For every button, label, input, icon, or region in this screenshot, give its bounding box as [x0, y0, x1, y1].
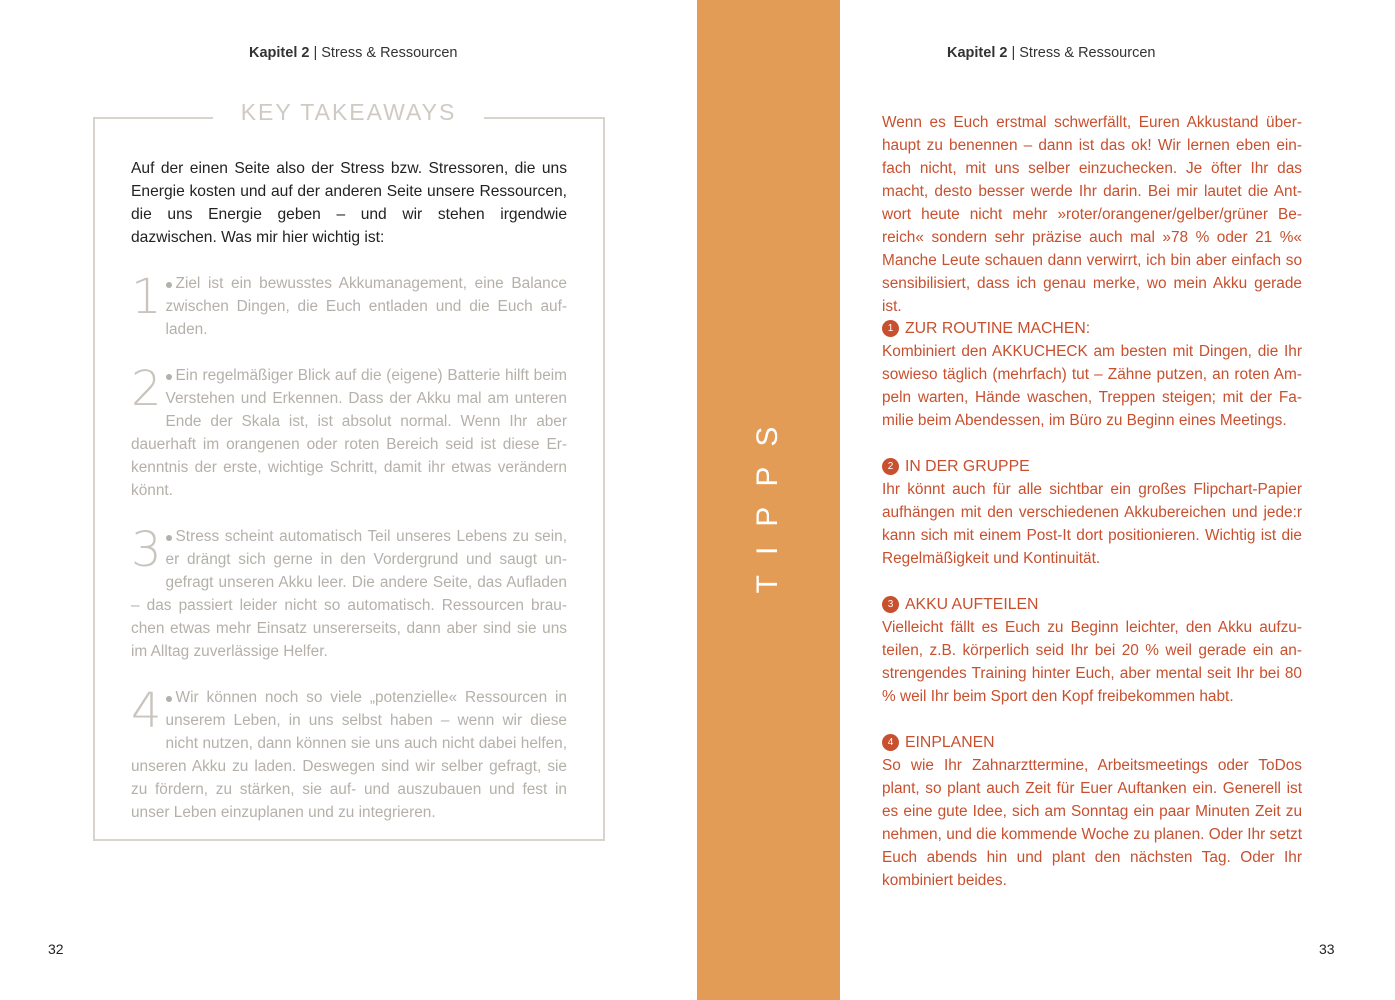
- chapter-label: Kapitel 2: [947, 45, 1008, 61]
- tip-text: Kombiniert den AKKUCHECK am besten mit Dingen, die Ihr sowieso täglich (mehrfach) tut – Zähne putzen, an roten Ampeln warten, Hände waschen, Treppen steigen; mit der Familie beim Abendessen, im Büro zu Beginn eines Meetings.: [882, 343, 1302, 429]
- running-head-left: [249, 45, 457, 61]
- point-dot: [166, 282, 172, 288]
- tip-heading: [882, 731, 1302, 754]
- tip-number-badge: 4: [882, 734, 899, 751]
- tip-text: Vielleicht fällt es Euch zu Beginn leichter, den Akku aufzuteilen, z.B. körperlich seid Ihr bei 20 % weil gerade ein anstrengendes Training hinter Euch, aber mental seit Ihr bei 80 % weil Ihr beim Sport den Kopf freibekommen habt.: [882, 619, 1302, 705]
- point-text: Ein regelmäßiger Blick auf die (eigene) Batterie hilft beim Verstehen und Erkennen. Dass der Akku mal am unteren Ende der Skala ist, ist absolut normal. Wenn Ihr aber dauerhaft im orangenen oder roten Bereich seid ist diese Erkenntnis der erste, wichtige Schritt, damit ihr etwas verändern könnt.: [131, 367, 567, 499]
- separator: |: [309, 45, 322, 61]
- tip-heading-text: ZUR ROUTINE MACHEN:: [905, 320, 1091, 337]
- tipps-label: TIPPS: [751, 406, 784, 594]
- page-number-left: 32: [48, 941, 64, 957]
- tip-heading: [882, 455, 1302, 478]
- tip-heading: [882, 593, 1302, 616]
- point-text: Stress scheint automatisch Teil unseres Lebens zu sein, er drängt sich gerne in den Vordergrund und saugt ungefragt unseren Akku leer. Die andere Seite, das Aufladen – das passiert leider nicht so automatisch. Ressourcen brauchen etwas mehr Einsatz unsererseits, dann aber sind sie uns im Alltag zuverlässige Helfer.: [131, 528, 567, 660]
- point-text: Wir können noch so viele „potenzielle« Ressourcen in unserem Leben, in uns selbst haben – wenn wir diese nicht nutzen, dann können sie uns auch nicht dabei helfen, unseren Akku zu laden. Deswegen sind wir selber gefragt, sie zu fördern, zu stärken, sie auf- und auszubauen und fest in unser Leben einzuplanen und zu integrieren.: [131, 689, 567, 821]
- tip-heading-text: EINPLANEN: [905, 734, 995, 751]
- section-label: Stress & Ressourcen: [1019, 45, 1156, 61]
- takeaway-point: [131, 522, 567, 663]
- chapter-label: Kapitel 2: [249, 45, 310, 61]
- point-number: 1: [131, 269, 162, 325]
- key-takeaways-title: KEY TAKEAWAYS: [213, 99, 484, 126]
- point-number: 2: [131, 361, 162, 417]
- tip-text: Ihr könnt auch für alle sichtbar ein großes Flipchart-Papier aufhängen mit den verschiedenen Akkubereichen und jede:r kann sich mit einem Post-It dort positionieren. Wichtig ist die Regelmäßigkeit und Kontinuität.: [882, 481, 1302, 567]
- tip-heading: [882, 317, 1302, 340]
- takeaway-point: [131, 269, 567, 341]
- tip-block: [882, 593, 1302, 708]
- tip-number-badge: 2: [882, 458, 899, 475]
- point-dot: [166, 374, 172, 380]
- running-head-right: [947, 45, 1155, 61]
- tip-heading-text: IN DER GRUPPE: [905, 458, 1030, 475]
- tips-intro: Wenn es Euch erstmal schwerfällt, Euren Akkustand überhaupt zu benennen – dann ist das ok! Wir lernen eben einfach nicht, mit uns selber einzuchecken. Je öfter Ihr das macht, desto besser werde Ihr darin. Bei mir lautet die Antwort heute nicht mehr »roter/orangener/gelber/grüner Bereich« sondern sehr präzise auch mal »78 % oder 21 %« Manche Leute schauen dann verwirrt, ich bin aber einfach so sensibilisiert, dass ich genau merke, wo mein Akku gerade ist.: [882, 114, 1302, 315]
- tip-number-badge: 3: [882, 596, 899, 613]
- point-dot: [166, 696, 172, 702]
- point-number: 3: [131, 522, 162, 578]
- separator: |: [1007, 45, 1020, 61]
- tip-block: [882, 455, 1302, 570]
- point-number: 4: [131, 683, 162, 739]
- tip-block: [882, 731, 1302, 892]
- tip-text: So wie Ihr Zahnarzttermine, Arbeitsmeetings oder ToDos plant, so plant auch Zeit für Euer Auftanken ein. Generell ist es eine gute Idee, sich am Sonntag ein paar Minuten Zeit zu nehmen, und die kommende Woche zu planen. Oder Ihr setzt Euch abends hin und plant den nächsten Tag. Oder Ihr kombiniert beides.: [882, 757, 1302, 889]
- tip-heading-text: AKKU AUFTEILEN: [905, 596, 1039, 613]
- tip-number-badge: 1: [882, 320, 899, 337]
- point-dot: [166, 535, 172, 541]
- point-text: Ziel ist ein bewusstes Akkumanagement, eine Balance zwischen Dingen, die Euch entladen und die Euch aufladen.: [165, 275, 567, 338]
- takeaways-intro: Auf der einen Seite also der Stress bzw. Stressoren, die uns Energie kosten und auf der anderen Seite unsere Ressourcen, die uns Energie geben – und wir stehen irgendwie dazwischen. Was mir hier wichtig ist:: [131, 160, 567, 246]
- tip-block: [882, 317, 1302, 432]
- page-number-right: 33: [1319, 941, 1335, 957]
- section-label: Stress & Ressourcen: [321, 45, 458, 61]
- takeaway-point: [131, 683, 567, 824]
- takeaway-point: [131, 361, 567, 502]
